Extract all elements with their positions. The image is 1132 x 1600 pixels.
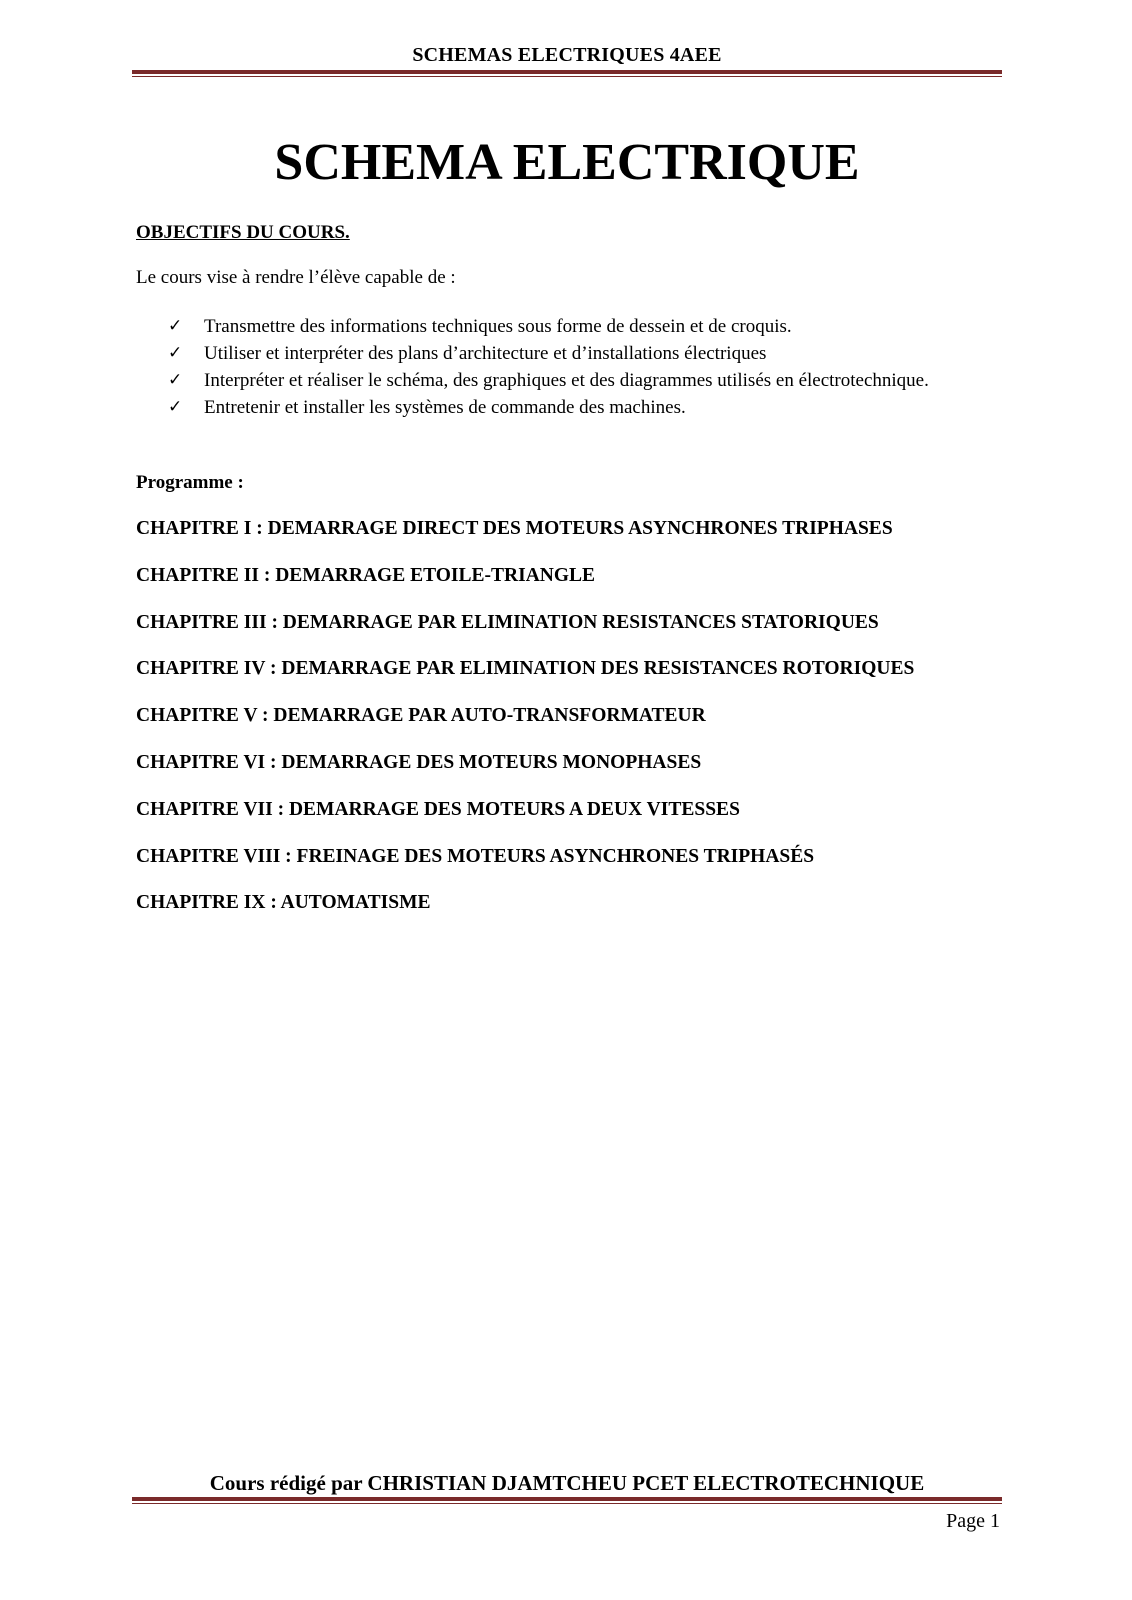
- check-icon: ✓: [168, 343, 183, 363]
- chapter-item: CHAPITRE III : DEMARRAGE PAR ELIMINATION RESISTANCES STATORIQUES: [136, 611, 879, 633]
- objective-text: Transmettre des informations techniques sous forme de dessein et de croquis.: [204, 316, 792, 337]
- footer-rule: [132, 1497, 1002, 1504]
- chapter-list: [136, 518, 1016, 939]
- page-number: Page 1: [946, 1510, 1000, 1532]
- chapter-item: CHAPITRE IV : DEMARRAGE PAR ELIMINATION DES RESISTANCES ROTORIQUES: [136, 658, 915, 680]
- objective-text: Interpréter et réaliser le schéma, des graphiques et des diagrammes utilisés en électrotechnique.: [204, 370, 929, 391]
- check-icon: ✓: [168, 370, 183, 390]
- chapter-item: CHAPITRE II : DEMARRAGE ETOILE-TRIANGLE: [136, 564, 596, 586]
- programme-heading: Programme :: [136, 472, 244, 493]
- chapter-item: CHAPITRE V : DEMARRAGE PAR AUTO-TRANSFORMATEUR: [136, 705, 706, 727]
- check-icon: ✓: [168, 397, 183, 417]
- chapter-item: CHAPITRE I : DEMARRAGE DIRECT DES MOTEURS ASYNCHRONES TRIPHASES: [136, 518, 893, 539]
- check-icon: ✓: [168, 316, 183, 336]
- chapter-item: CHAPITRE VI : DEMARRAGE DES MOTEURS MONOPHASES: [136, 751, 702, 773]
- chapter-item: CHAPITRE VIII : FREINAGE DES MOTEURS ASYNCHRONES TRIPHASÉS: [136, 845, 815, 867]
- objectives-list: [168, 313, 1002, 421]
- objective-item: [168, 313, 1002, 340]
- chapter-item: CHAPITRE VII : DEMARRAGE DES MOTEURS A DEUX VITESSES: [136, 798, 740, 820]
- header-rule: [132, 70, 1002, 77]
- objectives-heading: OBJECTIFS DU COURS.: [136, 222, 350, 243]
- objective-text: Utiliser et interpréter des plans d’architecture et d’installations électriques: [204, 343, 767, 364]
- objective-item: [168, 367, 1002, 394]
- objective-item: [168, 394, 1002, 421]
- chapter-item: CHAPITRE IX : AUTOMATISME: [136, 892, 431, 914]
- objective-item: [168, 340, 1002, 367]
- objective-text: Entretenir et installer les systèmes de commande des machines.: [204, 397, 686, 418]
- intro-text: Le cours vise à rendre l’élève capable de :: [136, 267, 456, 288]
- footer-credit: Cours rédigé par CHRISTIAN DJAMTCHEU PCET ELECTROTECHNIQUE: [209, 1471, 925, 1495]
- running-header-title: SCHEMAS ELECTRIQUES 4AEE: [412, 44, 722, 66]
- document-title: SCHEMA ELECTRIQUE: [274, 134, 860, 191]
